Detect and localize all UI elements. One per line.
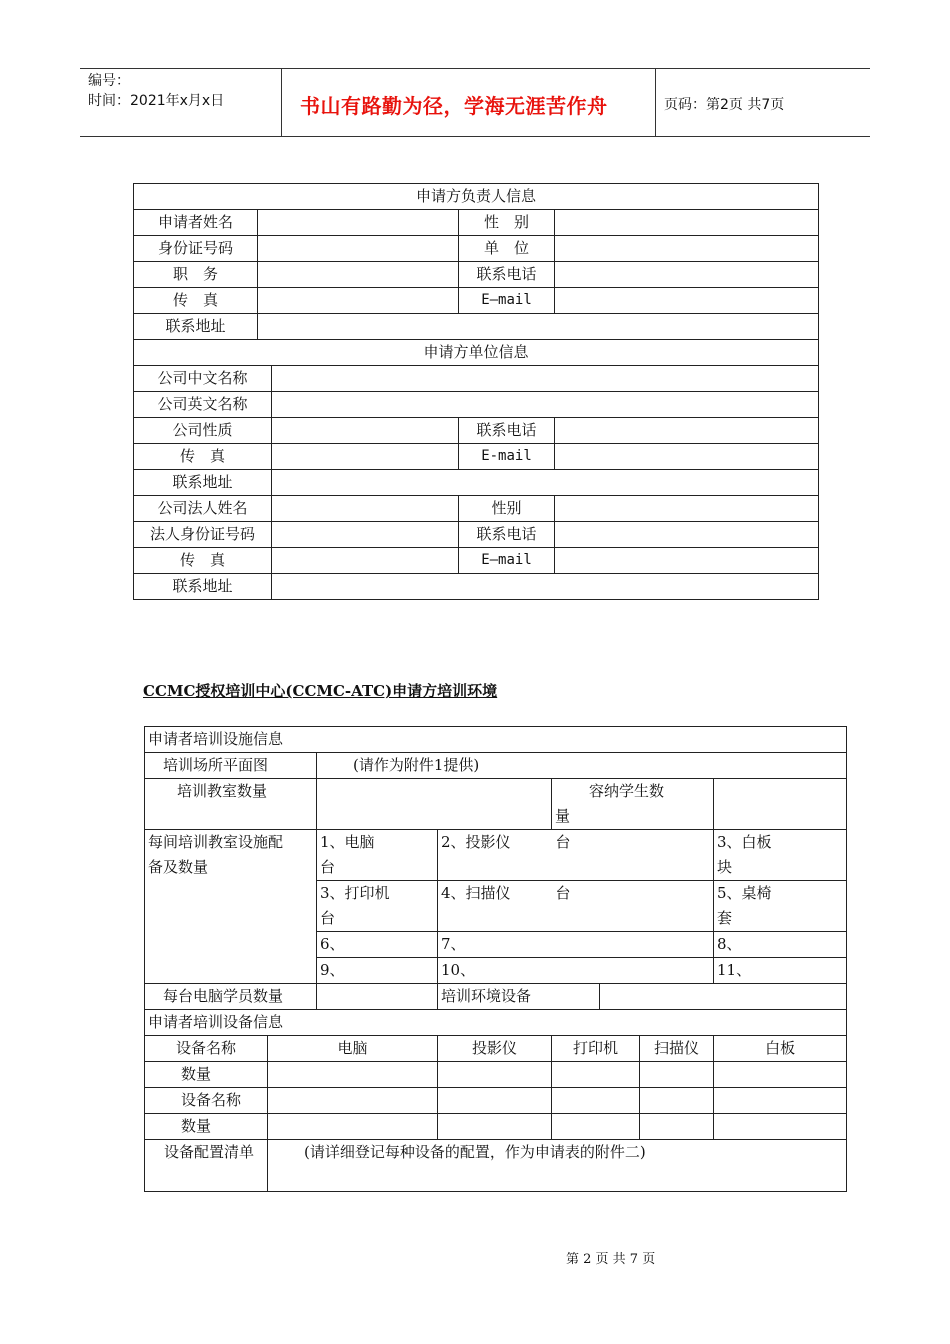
document-date: 时间：2021年x月x日 <box>88 93 225 109</box>
label-legal-email: E—mail <box>459 548 555 574</box>
capacity-text: 容纳学生数量 <box>555 782 665 825</box>
label-address: 联系地址 <box>134 314 258 340</box>
field-qty-projector[interactable] <box>438 1062 552 1088</box>
label-fax: 传 真 <box>134 288 258 314</box>
config-list-text: 设备配置清单 <box>164 1143 255 1161</box>
label-phone: 联系电话 <box>459 262 555 288</box>
facility-info-heading: 申请者培训设施信息 <box>145 727 847 753</box>
field-qty2-1[interactable] <box>268 1114 438 1140</box>
label-equipment-name-2: 设备名称 <box>145 1088 268 1114</box>
field-qty2-5[interactable] <box>714 1114 847 1140</box>
equip-item-computer: 1、电脑 台 <box>317 830 438 881</box>
label-quantity-2: 数量 <box>145 1114 268 1140</box>
section-title-contact: 申请方负责人信息 <box>134 184 819 210</box>
field-capacity[interactable] <box>714 779 847 830</box>
equipment-info-heading: 申请者培训设备信息 <box>145 1010 847 1036</box>
label-legal-fax: 传 真 <box>134 548 272 574</box>
label-quantity: 数量 <box>145 1062 268 1088</box>
field-email[interactable] <box>555 288 819 314</box>
label-company-fax: 传 真 <box>134 444 272 470</box>
page-indicator: 页码：第2页 共7页 <box>664 97 785 113</box>
applicant-info-table <box>133 183 819 600</box>
label-legal-id: 法人身份证号码 <box>134 522 272 548</box>
label-students-per-pc: 每台电脑学员数量 <box>145 984 317 1010</box>
field-fax[interactable] <box>258 288 459 314</box>
label-capacity <box>552 779 714 830</box>
label-company-en: 公司英文名称 <box>134 392 272 418</box>
field-qty-scanner[interactable] <box>640 1062 714 1088</box>
field-qty2-4[interactable] <box>640 1114 714 1140</box>
equip-item-10: 10、 <box>438 958 714 984</box>
label-floor-plan: 培训场所平面图 <box>145 753 317 779</box>
label-company-type: 公司性质 <box>134 418 272 444</box>
label-legal-gender: 性别 <box>459 496 555 522</box>
field-company-phone[interactable] <box>555 418 819 444</box>
field-applicant-name[interactable] <box>258 210 459 236</box>
equip-item-scanner: 4、扫描仪 台 <box>438 881 714 932</box>
label-position: 职 务 <box>134 262 258 288</box>
column-header: 白板 <box>714 1036 847 1062</box>
training-environment-table <box>144 726 847 1192</box>
label-company-address: 联系地址 <box>134 470 272 496</box>
label-config-list <box>145 1140 268 1192</box>
header-bottom-rule <box>80 136 870 137</box>
field-equip-name-4[interactable] <box>640 1088 714 1114</box>
label-company-email: E-mail <box>459 444 555 470</box>
field-qty-computer[interactable] <box>268 1062 438 1088</box>
field-legal-fax[interactable] <box>272 548 459 574</box>
label-company-phone: 联系电话 <box>459 418 555 444</box>
equip-item-6: 6、 <box>317 932 438 958</box>
label-legal-name: 公司法人姓名 <box>134 496 272 522</box>
field-qty-whiteboard[interactable] <box>714 1062 847 1088</box>
field-equip-name-1[interactable] <box>268 1088 438 1114</box>
field-legal-address[interactable] <box>272 574 819 600</box>
header-divider <box>655 68 656 136</box>
label-per-room-equipment <box>145 830 317 984</box>
field-phone[interactable] <box>555 262 819 288</box>
field-equip-name-5[interactable] <box>714 1088 847 1114</box>
header-divider <box>281 68 282 136</box>
field-position[interactable] <box>258 262 459 288</box>
column-header: 投影仪 <box>438 1036 552 1062</box>
label-email: E—mail <box>459 288 555 314</box>
field-address[interactable] <box>258 314 819 340</box>
document-number-label: 编号： <box>88 73 130 89</box>
field-unit[interactable] <box>555 236 819 262</box>
column-header: 打印机 <box>552 1036 640 1062</box>
label-classroom-count: 培训教室数量 <box>145 779 317 830</box>
label-unit: 单 位 <box>459 236 555 262</box>
field-classroom-count[interactable] <box>317 779 552 830</box>
label-id-number: 身份证号码 <box>134 236 258 262</box>
equip-item-7: 7、 <box>438 932 714 958</box>
field-students-per-pc[interactable] <box>317 984 438 1010</box>
label-legal-phone: 联系电话 <box>459 522 555 548</box>
field-legal-email[interactable] <box>555 548 819 574</box>
label-legal-address: 联系地址 <box>134 574 272 600</box>
equip-item-projector: 2、投影仪 台 <box>438 830 714 881</box>
header-motto: 书山有路勤为径，学海无涯苦作舟 <box>300 94 608 118</box>
label-company-cn: 公司中文名称 <box>134 366 272 392</box>
label-applicant-name: 申请者姓名 <box>134 210 258 236</box>
equip-item-11: 11、 <box>714 958 847 984</box>
column-header: 电脑 <box>268 1036 438 1062</box>
field-company-en[interactable] <box>272 392 819 418</box>
label-env-equipment: 培训环境设备 <box>438 984 600 1010</box>
field-equip-name-2[interactable] <box>438 1088 552 1114</box>
column-header: 扫描仪 <box>640 1036 714 1062</box>
section-title-company: 申请方单位信息 <box>134 340 819 366</box>
field-env-equipment[interactable] <box>600 984 847 1010</box>
field-qty-printer[interactable] <box>552 1062 640 1088</box>
field-gender[interactable] <box>555 210 819 236</box>
equip-item-desks: 5、桌椅 套 <box>714 881 847 932</box>
config-list-note: (请详细登记每种设备的配置，作为申请表的附件二) <box>268 1140 847 1192</box>
field-equip-name-3[interactable] <box>552 1088 640 1114</box>
field-company-email[interactable] <box>555 444 819 470</box>
label-gender: 性 别 <box>459 210 555 236</box>
field-legal-phone[interactable] <box>555 522 819 548</box>
equip-item-whiteboard: 3、白板 块 <box>714 830 847 881</box>
header-top-rule <box>80 68 870 69</box>
equip-item-8: 8、 <box>714 932 847 958</box>
equip-item-printer: 3、打印机 台 <box>317 881 438 932</box>
field-legal-gender[interactable] <box>555 496 819 522</box>
field-company-cn[interactable] <box>272 366 819 392</box>
equip-item-9: 9、 <box>317 958 438 984</box>
field-company-fax[interactable] <box>272 444 459 470</box>
floor-plan-note: (请作为附件1提供) <box>317 753 847 779</box>
field-legal-name[interactable] <box>272 496 459 522</box>
field-qty2-2[interactable] <box>438 1114 552 1140</box>
field-company-type[interactable] <box>272 418 459 444</box>
label-equipment-name: 设备名称 <box>145 1036 268 1062</box>
field-id-number[interactable] <box>258 236 459 262</box>
page-footer: 第 2 页 共 7 页 <box>566 1252 656 1267</box>
field-legal-id[interactable] <box>272 522 459 548</box>
per-room-equipment-text: 每间培训教室设施配备及数量 <box>148 833 284 876</box>
field-qty2-3[interactable] <box>552 1114 640 1140</box>
field-company-address[interactable] <box>272 470 819 496</box>
training-environment-title: CCMC授权培训中心(CCMC-ATC)申请方培训环境 <box>143 682 498 700</box>
